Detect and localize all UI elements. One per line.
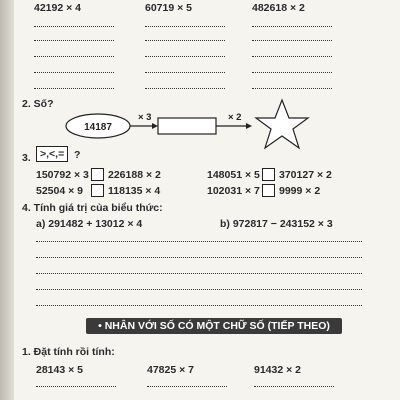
exercise-1-title: 1. Đặt tính rồi tính: xyxy=(22,346,115,358)
worksheet-page xyxy=(14,0,400,400)
expr-top-2: 60719 × 5 xyxy=(145,2,193,14)
expr-bottom-2: 47825 × 7 xyxy=(147,364,195,376)
compare-right-4: 9999 × 2 xyxy=(279,185,321,197)
answer-line xyxy=(254,386,334,387)
answer-line xyxy=(145,26,225,27)
answer-line xyxy=(34,88,114,89)
answer-line xyxy=(252,40,332,41)
answer-line xyxy=(36,257,362,258)
answer-line xyxy=(145,72,225,73)
answer-line xyxy=(145,56,225,57)
answer-line xyxy=(34,40,114,41)
answer-line xyxy=(252,88,332,89)
answer-line xyxy=(36,241,362,242)
compare-left-2: 52504 × 9 xyxy=(36,185,84,197)
compare-left-3: 148051 × 5 xyxy=(207,169,260,181)
answer-line xyxy=(147,386,227,387)
arrowhead-1 xyxy=(152,123,158,129)
start-value: 14187 xyxy=(84,122,112,133)
star-shape xyxy=(256,100,308,148)
compare-right-3: 370127 × 2 xyxy=(279,169,332,181)
answer-line xyxy=(252,56,332,57)
answer-line xyxy=(145,40,225,41)
compare-answer-box[interactable] xyxy=(262,184,275,197)
compare-right-1: 226188 × 2 xyxy=(108,169,161,181)
exercise-4a: a) 291482 + 13012 × 4 xyxy=(36,218,143,230)
answer-line xyxy=(252,72,332,73)
exercise-2-label: 2. Số? xyxy=(22,98,54,110)
arrowhead-2 xyxy=(246,123,252,129)
answer-line xyxy=(36,386,116,387)
op2-label: × 2 xyxy=(228,112,242,123)
expr-top-1: 42192 × 4 xyxy=(34,2,82,14)
compare-left-1: 150792 × 3 xyxy=(36,169,89,181)
question-mark: ? xyxy=(74,149,81,161)
op1-label: × 3 xyxy=(138,112,152,123)
exercise-3-number: 3. xyxy=(22,152,31,164)
comparison-signs-box: >,<,= xyxy=(36,146,68,162)
expr-bottom-1: 28143 × 5 xyxy=(36,364,84,376)
exercise-4b: b) 972817 − 243152 × 3 xyxy=(220,218,333,230)
section-banner: • NHÂN VỚI SỐ CÓ MỘT CHỮ SỐ (TIẾP THEO) xyxy=(86,318,342,334)
expr-bottom-3: 91432 × 2 xyxy=(254,364,302,376)
answer-line xyxy=(36,305,362,306)
answer-line xyxy=(34,56,114,57)
compare-answer-box[interactable] xyxy=(262,168,275,181)
answer-line xyxy=(34,72,114,73)
number-chain-diagram xyxy=(60,98,320,158)
compare-right-2: 118135 × 4 xyxy=(108,185,161,197)
exercise-4-title: 4. Tính giá trị của biểu thức: xyxy=(22,202,163,214)
answer-line xyxy=(36,273,362,274)
compare-answer-box[interactable] xyxy=(91,168,104,181)
compare-left-4: 102031 × 7 xyxy=(207,185,260,197)
answer-line xyxy=(34,26,114,27)
answer-line xyxy=(252,26,332,27)
answer-line xyxy=(145,88,225,89)
compare-answer-box[interactable] xyxy=(91,184,104,197)
answer-line xyxy=(36,289,362,290)
expr-top-3: 482618 × 2 xyxy=(252,2,305,14)
blank-box xyxy=(158,118,216,134)
